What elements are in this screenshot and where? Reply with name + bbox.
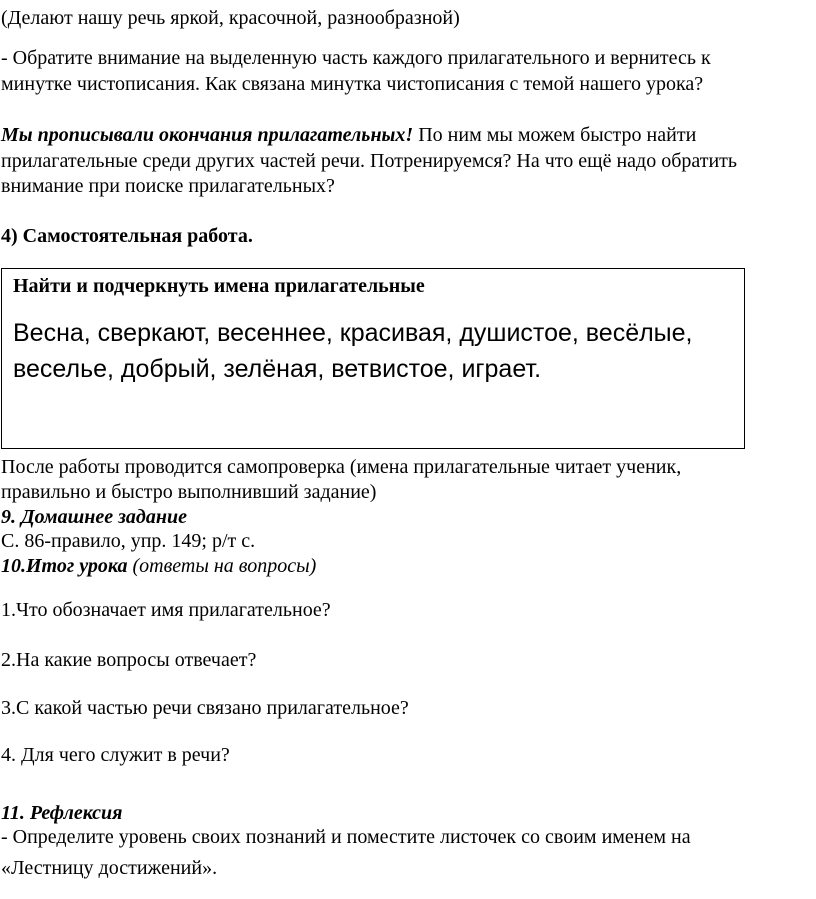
question-1: 1.Что обозначает имя прилагательное? [1,599,331,621]
task-box [1,268,745,449]
reflection-heading: 11. Рефлексия [1,802,123,824]
summary-line [1,553,316,579]
question-4: 4. Для чего служит в речи? [1,744,230,766]
section-4-heading: 4) Самостоятельная работа. [1,225,253,247]
homework-heading: 9. Домашнее задание [1,506,187,528]
task-words: Весна, сверкают, весеннее, красивая, душистое, весёлые, веселье, добрый, зелёная, ветвистое, играет. [13,319,693,383]
after-task-line-1: После работы проводится самопроверка (имена прилагательные читает ученик, [1,456,682,478]
intro-line-3: минутке чистописания. Как связана минутка чистописания с темой нашего урока? [1,73,704,95]
question-3: 3.С какой частью речи связано прилагательное? [1,697,409,719]
answer-line-2: прилагательные среди других частей речи. Потренируемся? На что ещё надо обратить [1,150,738,172]
answer-line-1-rest: По ним мы можем быстро найти [413,124,697,146]
intro-line-2: - Обратите внимание на выделенную часть каждого прилагательного и вернитесь к [1,47,711,69]
intro-line-1: (Делают нашу речь яркой, красочной, разнообразной) [1,7,460,29]
summary-note: (ответы на вопросы) [127,555,317,577]
answer-line-1 [1,122,696,148]
after-task-line-2: правильно и быстро выполнивший задание) [1,481,377,503]
summary-heading: 10.Итог урока [1,555,128,577]
question-2: 2.На какие вопросы отвечает? [1,649,257,671]
reflection-line-2: «Лестницу достижений». [1,857,218,879]
homework-text: С. 86-правило, упр. 149; р/т с. [1,530,256,552]
reflection-line-1: - Определите уровень своих познаний и поместите листочек со своим именем на [1,826,691,848]
answer-emphasis: Мы прописывали окончания прилагательных! [1,124,414,146]
task-title: Найти и подчеркнуть имена прилагательные [13,275,425,297]
answer-line-3: внимание при поиске прилагательных? [1,175,335,197]
